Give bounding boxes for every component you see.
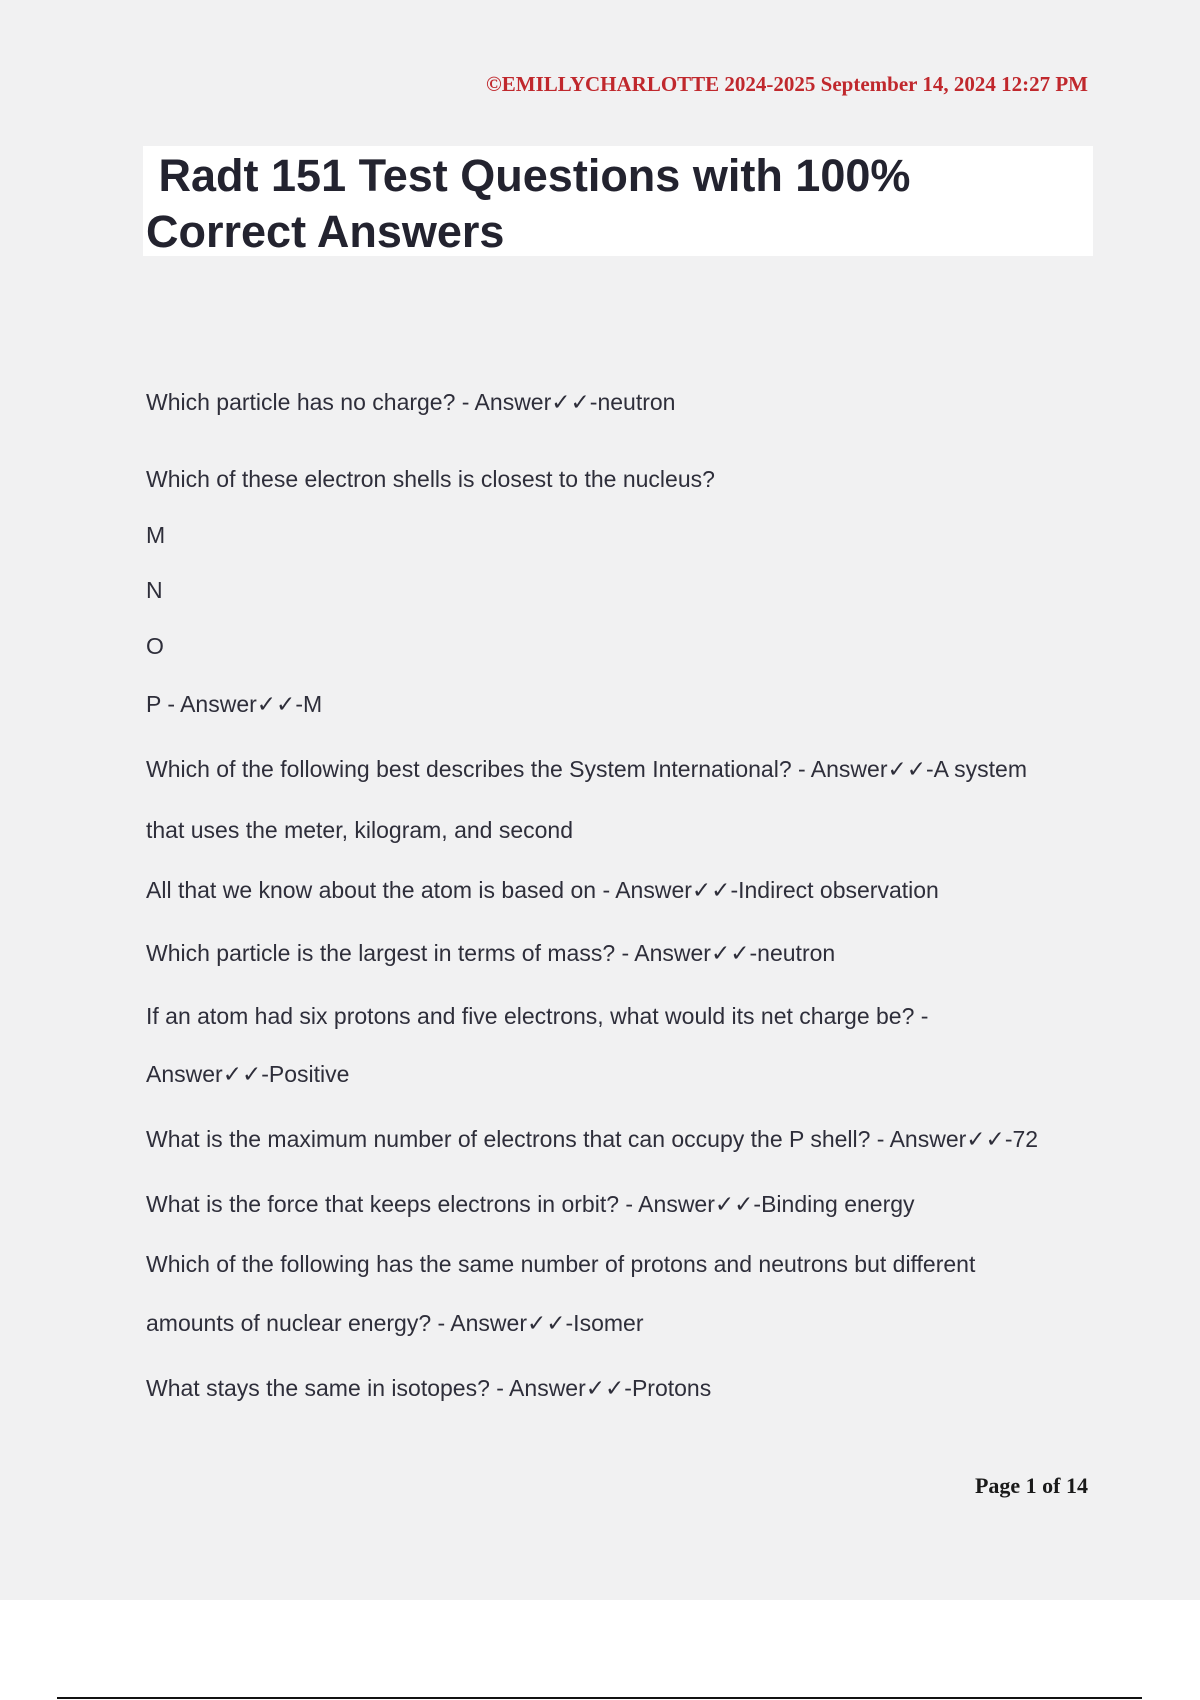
qa-line: Which of these electron shells is closest to the nucleus? xyxy=(146,466,715,492)
document-title: Radt 151 Test Questions with 100% Correct Answers xyxy=(146,150,911,257)
qa-line: What stays the same in isotopes? - Answer✓✓-Protons xyxy=(146,1375,712,1401)
qa-line: If an atom had six protons and five electrons, what would its net charge be? - xyxy=(146,1003,929,1029)
qa-line: O xyxy=(146,633,164,659)
qa-line: M xyxy=(146,522,166,548)
qa-line: Answer✓✓-Positive xyxy=(146,1061,350,1087)
qa-line: Which of the following has the same number of protons and neutrons but different xyxy=(146,1251,976,1277)
qa-line: that uses the meter, kilogram, and second xyxy=(146,817,574,843)
copyright-header: ©EMILLYCHARLOTTE 2024-2025 September 14, 2024 12:27 PM xyxy=(486,72,1088,96)
qa-line: amounts of nuclear energy? - Answer✓✓-Isomer xyxy=(146,1310,644,1336)
qa-line: What is the force that keeps electrons in orbit? - Answer✓✓-Binding energy xyxy=(146,1191,915,1217)
qa-line: P - Answer✓✓-M xyxy=(146,691,323,717)
qa-line: Which particle has no charge? - Answer✓✓-neutron xyxy=(146,389,676,415)
page-number: Page 1 of 14 xyxy=(974,1473,1088,1498)
qa-line: Which particle is the largest in terms of mass? - Answer✓✓-neutron xyxy=(146,940,836,966)
page-divider xyxy=(57,1697,1142,1699)
qa-line: Which of the following best describes the System International? - Answer✓✓-A system xyxy=(146,756,1027,782)
qa-line: All that we know about the atom is based on - Answer✓✓-Indirect observation xyxy=(146,877,939,903)
qa-line: N xyxy=(146,577,163,603)
qa-line: What is the maximum number of electrons that can occupy the P shell? - Answer✓✓-72 xyxy=(146,1126,1039,1152)
